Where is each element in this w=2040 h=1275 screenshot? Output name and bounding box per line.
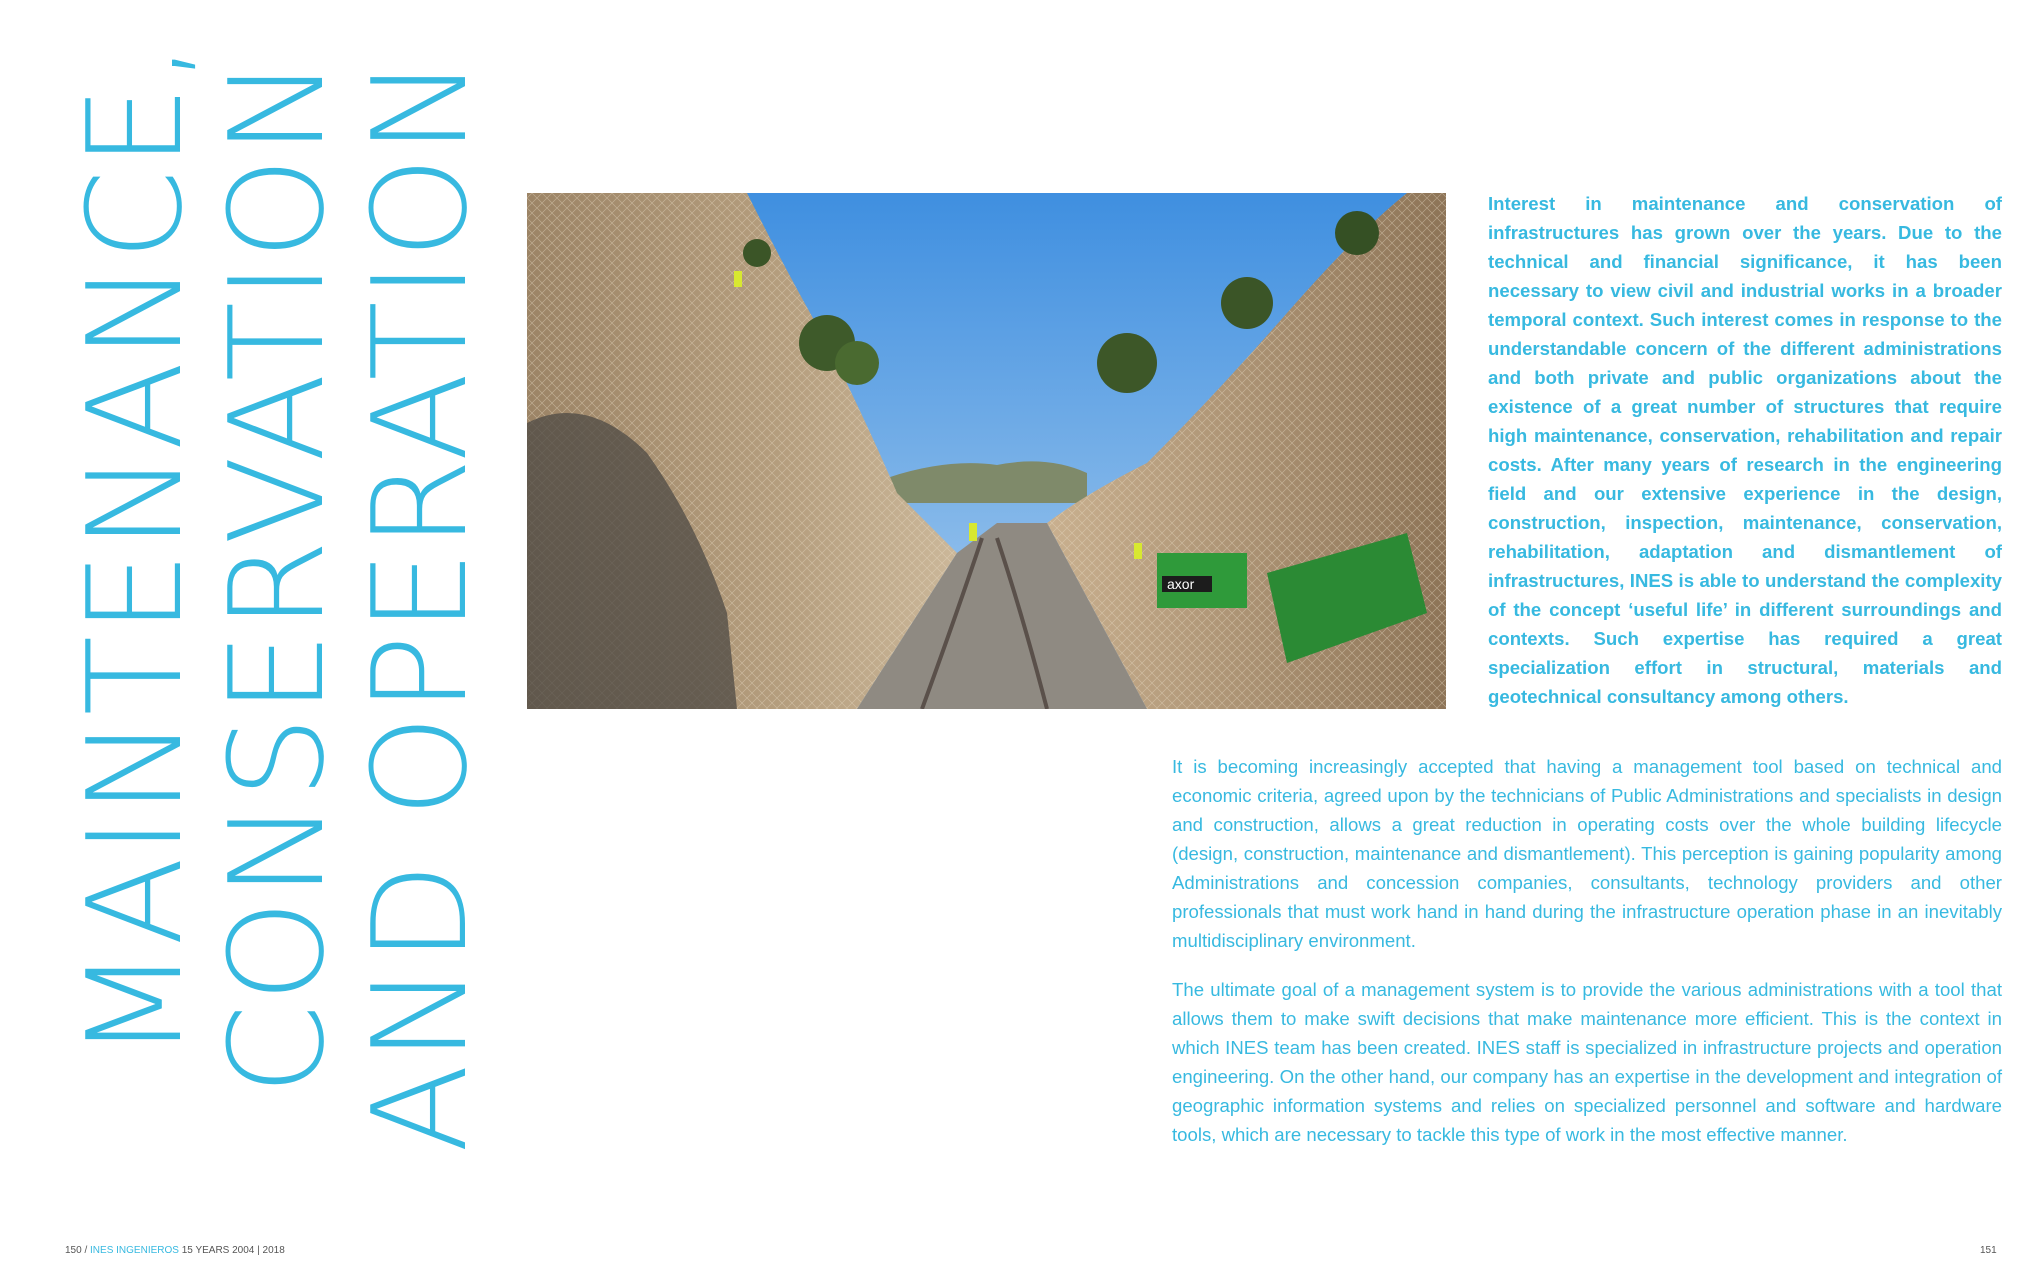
footer-left [65, 1245, 285, 1256]
machine-label: axor [1167, 576, 1195, 592]
footer-years: 15 YEARS 2004 | 2018 [181, 1245, 285, 1256]
body-paragraph-2: The ultimate goal of a management system is to provide the various administrations with a tool that allows them to make swift decisions that make maintenance more efficient. This is the context in which INES team has been created. INES staff is specialized in infrastructure projects and operation engineering. On the other hand, our company has an expertise in the development and integration of geographic information systems and relies on specialized personnel and software and hardware tools, which are necessary to tackle this type of work in the most effective manner. [1172, 979, 2002, 1145]
title-line-3: AND OPERATION [344, 55, 496, 1153]
body-paragraph-1: It is becoming increasingly accepted that having a management tool based on technical and economic criteria, agreed upon by the technicians of Public Administrations and specialists in design and construction, allows a great reduction in operating costs over the whole building lifecycle (design, construction, maintenance and dismantlement). This perception is gaining popularity among Administrations and concession companies, consultants, technology providers and other professionals that must work hand in hand during the infrastructure operation phase in an inevitably multidisciplinary environment. [1172, 756, 2002, 951]
page-number-left: 150 / [65, 1245, 88, 1256]
title-line-1: MAINTENANCE, [59, 40, 211, 1060]
page-number-right: 151 [1980, 1245, 1997, 1256]
intro-paragraph: Interest in maintenance and conservation of infrastructures has grown over the years. Due to the technical and financial significance, it has been necessary to view civil and industrial works in a broader temporal context. Such interest comes in response to the understandable concern of the different administrations and both private and public organizations about the existence of a great number of structures that require high maintenance, conservation, rehabilitation and repair costs. After many years of research in the engineering field and our extensive experience in the design, construction, inspection, maintenance, conservation, rehabilitation, adaptation and dismantlement of infrastructures, INES is able to understand the complexity of the concept ‘useful life’ in different surroundings and contexts. Such expertise has required a great specialization effort in structural, materials and geotechnical consultancy among others. [1488, 193, 2002, 707]
railway-cutting-photo [527, 193, 1446, 709]
title-line-2: CONSERVATION [201, 56, 353, 1095]
vertical-title [0, 0, 496, 1275]
footer-brand: INES INGENIEROS [90, 1245, 179, 1256]
